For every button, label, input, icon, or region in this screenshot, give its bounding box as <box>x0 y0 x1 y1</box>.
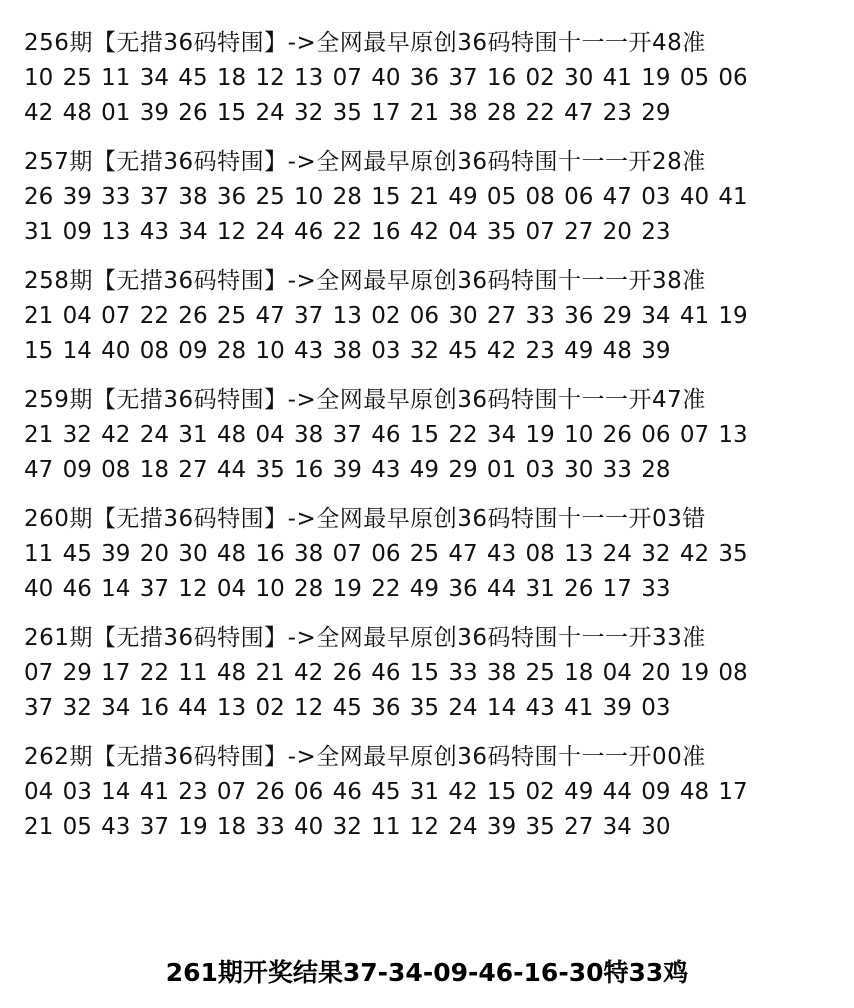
number-row: 21 05 43 37 19 18 33 40 32 11 12 24 39 35 27 34 30 <box>24 814 671 840</box>
period-block-257 <box>24 145 834 250</box>
number-row: 47 09 08 18 27 44 35 16 39 43 49 29 01 03 30 33 28 <box>24 457 671 483</box>
period-block-260 <box>24 502 834 607</box>
period-title: 260期【无措36码特围】->全网最早原创36码特围十一一开03错 <box>24 506 706 532</box>
prediction-list <box>24 26 834 859</box>
period-block-261 <box>24 621 834 726</box>
period-block-259 <box>24 383 834 488</box>
number-row: 31 09 13 43 34 12 24 46 22 16 42 04 35 07 27 20 23 <box>24 219 671 245</box>
number-row: 07 29 17 22 11 48 21 42 26 46 15 33 38 25 18 04 20 19 08 <box>24 660 748 686</box>
period-block-256 <box>24 26 834 131</box>
period-title: 261期【无措36码特围】->全网最早原创36码特围十一一开33准 <box>24 625 706 651</box>
number-row: 42 48 01 39 26 15 24 32 35 17 21 38 28 22 47 23 29 <box>24 100 671 126</box>
number-row: 26 39 33 37 38 36 25 10 28 15 21 49 05 08 06 47 03 40 41 <box>24 184 748 210</box>
number-row: 04 03 14 41 23 07 26 06 46 45 31 42 15 02 49 44 09 48 17 <box>24 779 748 805</box>
number-row: 40 46 14 37 12 04 10 28 19 22 49 36 44 31 26 17 33 <box>24 576 671 602</box>
number-row: 11 45 39 20 30 48 16 38 07 06 25 47 43 08 13 24 32 42 35 <box>24 541 748 567</box>
number-row: 21 04 07 22 26 25 47 37 13 02 06 30 27 33 36 29 34 41 19 <box>24 303 748 329</box>
period-title: 256期【无措36码特围】->全网最早原创36码特围十一一开48准 <box>24 30 706 56</box>
period-title: 262期【无措36码特围】->全网最早原创36码特围十一一开00准 <box>24 744 706 770</box>
period-title: 257期【无措36码特围】->全网最早原创36码特围十一一开28准 <box>24 149 706 175</box>
draw-result-footer: 261期开奖结果37-34-09-46-16-30特33鸡 <box>165 958 689 987</box>
period-block-258 <box>24 264 834 369</box>
period-block-262 <box>24 740 834 845</box>
number-row: 37 32 34 16 44 13 02 12 45 36 35 24 14 43 41 39 03 <box>24 695 671 721</box>
number-row: 21 32 42 24 31 48 04 38 37 46 15 22 34 19 10 26 06 07 13 <box>24 422 748 448</box>
period-title: 258期【无措36码特围】->全网最早原创36码特围十一一开38准 <box>24 268 706 294</box>
period-title: 259期【无措36码特围】->全网最早原创36码特围十一一开47准 <box>24 387 706 413</box>
number-row: 10 25 11 34 45 18 12 13 07 40 36 37 16 02 30 41 19 05 06 <box>24 65 748 91</box>
number-row: 15 14 40 08 09 28 10 43 38 03 32 45 42 23 49 48 39 <box>24 338 671 364</box>
